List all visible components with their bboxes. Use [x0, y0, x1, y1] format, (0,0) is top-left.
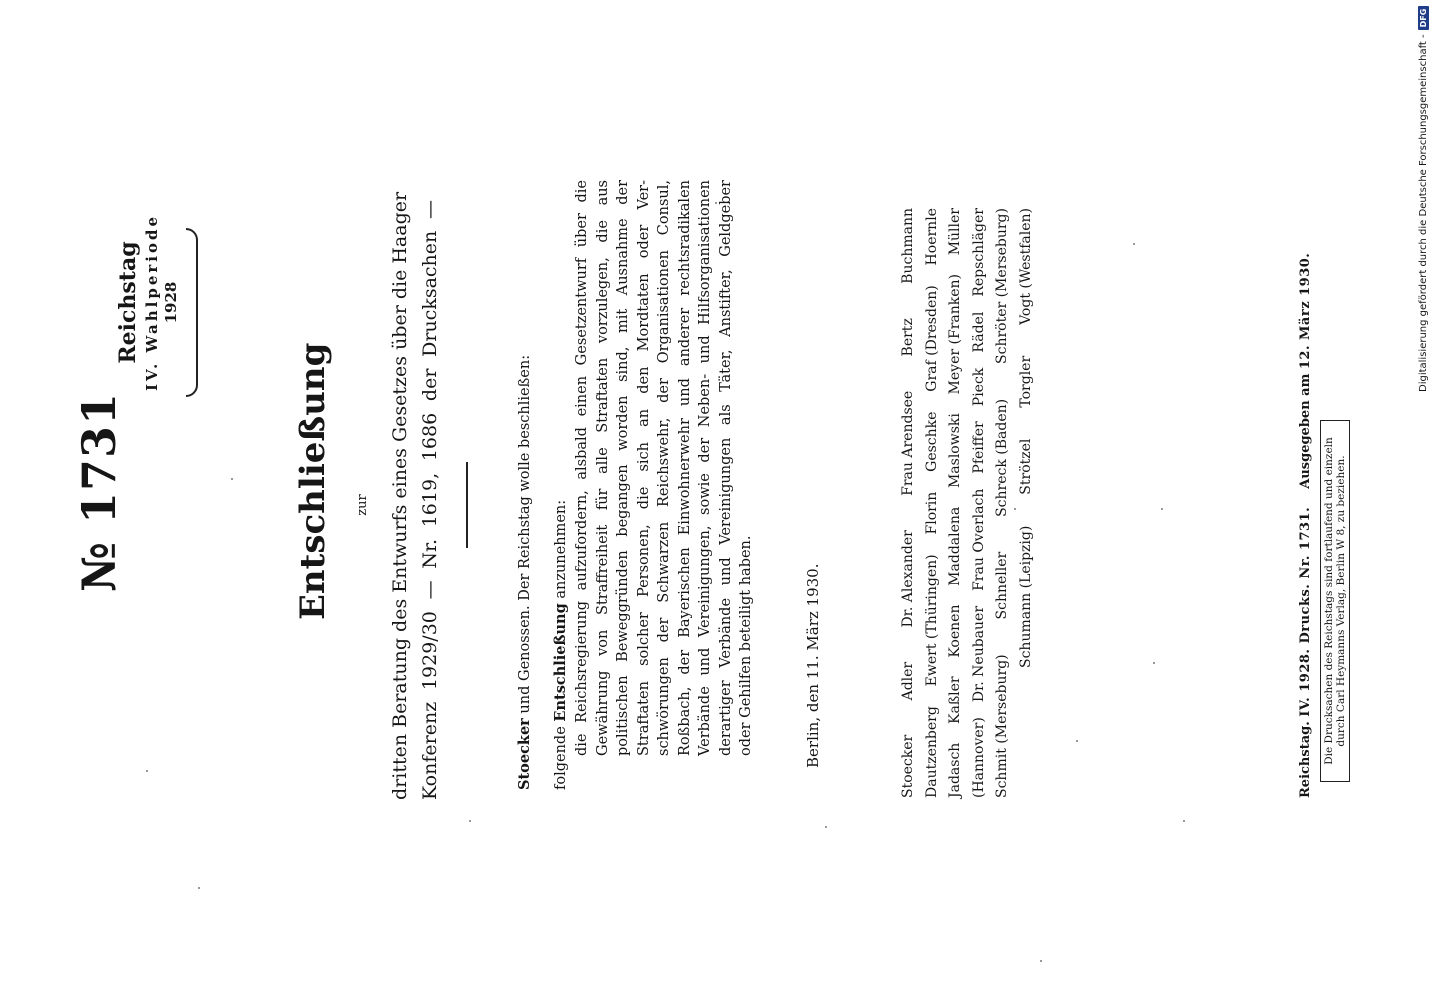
note-line: durch Carl Heymanns Verlag, Berlin W 8, zu beziehen.: [1335, 455, 1347, 747]
motion-block: [514, 180, 757, 790]
signatory-name: Schmit (Merseburg): [994, 654, 1010, 798]
issued-label: Ausgegeben am: [1298, 373, 1313, 489]
document-title: Entschließung: [293, 342, 333, 620]
signatory-name: Schröter (Merseburg): [994, 208, 1010, 364]
scan-speck: [715, 202, 717, 204]
motion-line: Verbände und Vereinigungen, sowie der Neben- und Hilfsorganisationen: [697, 180, 713, 756]
signatory-row: [897, 208, 921, 798]
digitization-notice: [1418, 7, 1429, 392]
scan-speck: [1076, 740, 1078, 742]
signatory-name: Koenen: [947, 604, 963, 658]
intro-suffix: anzunehmen:: [553, 499, 569, 604]
signatory-row: [991, 208, 1015, 798]
scan-speck: [1133, 243, 1135, 245]
signatory-name: Jadasch: [947, 742, 963, 798]
notice-text: Digitalisierung gefördert durch die Deutsche Forschungsgemeinschaft -: [1418, 34, 1429, 392]
motion-body: [572, 180, 757, 790]
signatory-name: Schreck (Baden): [994, 398, 1010, 517]
signatory-name: Müller: [947, 208, 963, 256]
scan-speck: [1183, 820, 1185, 822]
signatory-name: Florin: [923, 491, 940, 535]
motion-line: Gewährung von Straffreiheit für alle Straftaten vorzulegen, die aus: [594, 180, 611, 756]
signatory-name: Maslowski: [947, 413, 963, 489]
motion-line: derartiger Verbände und Vereinigungen als Täter, Anstifter, Geldgeber: [717, 180, 734, 756]
scan-speck: [1014, 508, 1016, 510]
reichstag-header: [114, 205, 180, 400]
signatory-row: [968, 208, 992, 798]
scan-speck: [1040, 960, 1042, 962]
signatory-name: Dr. Alexander: [900, 530, 916, 628]
signatory-name: Ewert (Thüringen): [923, 554, 940, 687]
motion-line: die Reichsregierung aufzufordern, alsbald einen Gesetzentwurf über die: [574, 180, 590, 756]
reichstag-title: Reichstag: [115, 241, 141, 364]
signatory-name: Adler: [900, 661, 916, 701]
subject-block: [385, 191, 445, 800]
issued-date: 12. März 1930.: [1298, 252, 1313, 370]
title-connector: zur: [355, 494, 370, 516]
motion-intro: [550, 180, 572, 790]
signatory-name: Schumann (Leipzig): [1017, 525, 1034, 668]
signatory-name: Bertz: [900, 318, 916, 357]
signatory-name: Strötzel: [1017, 438, 1034, 495]
scan-speck: [825, 826, 827, 828]
signatory-name: Torgler: [1017, 355, 1034, 408]
signatory-name: (Hannover): [970, 717, 987, 798]
wahlperiode-year: 1928: [162, 281, 180, 324]
subject-line: dritten Beratung des Entwurfs eines Gesetzes über die Haager: [389, 191, 411, 800]
motion-line: oder Gehilfen beteiligt haben.: [738, 535, 754, 756]
signatory-name: Dautzenberg: [923, 706, 940, 798]
signatory-name: Geschke: [923, 411, 940, 472]
signatory-name: Pfeiffer: [970, 421, 987, 474]
subject-line: Konferenz 1929/30 — Nr. 1619, 1686 der Drucksachen —: [419, 200, 441, 800]
signatory-name: Meyer (Franken): [947, 274, 963, 395]
signatory-name: Rädel: [970, 311, 987, 353]
proposer-text: und Genossen. Der Reichstag wolle beschließen:: [517, 354, 533, 719]
scan-speck: [1161, 508, 1163, 510]
signatory-name: Hoernle: [923, 208, 940, 266]
scan-speck: [231, 478, 233, 480]
scan-speck: [1153, 662, 1155, 664]
signatory-row: [1015, 208, 1039, 798]
motion-line: schwörungen der Schwarzen Reichswehr, der Organisationen Consul,: [656, 180, 672, 756]
distribution-note: [1320, 420, 1350, 782]
scan-speck: [146, 770, 148, 772]
scan-speck: [469, 820, 471, 822]
intro-prefix: folgende: [553, 721, 569, 790]
motion-line: Straftaten solcher Personen, die sich an den Mordtaten oder Ver-: [635, 180, 652, 756]
note-line: Die Drucksachen des Reichstags sind fortlaufend und einzeln: [1323, 437, 1335, 765]
signatory-name: Kaßler: [947, 676, 963, 724]
section-divider: [466, 462, 468, 548]
proposer-name: Stoecker: [516, 718, 533, 790]
signatory-name: Buchmann: [900, 208, 916, 284]
signatory-name: Vogt (Westfalen): [1017, 208, 1034, 325]
wahlperiode-label: IV. Wahlperiode: [143, 214, 161, 392]
signatory-row: [944, 208, 968, 798]
signatories-block: [897, 208, 1038, 798]
signatory-name: Repschläger: [970, 208, 987, 297]
intro-resolution-word: Entschließung: [552, 603, 569, 722]
dateline: Berlin, den 11. März 1930.: [804, 563, 822, 768]
header-brace: [186, 228, 198, 397]
motion-line: politischen Beweggründen begangen worden sind, mit Ausnahme der: [615, 180, 631, 756]
signatory-name: Graf (Dresden): [923, 285, 940, 392]
signatory-name: Frau Overlach: [970, 488, 987, 591]
signatory-name: Dr. Neubauer: [970, 605, 987, 703]
signatory-name: Frau Arendsee: [900, 390, 916, 496]
signatory-name: Pieck: [970, 367, 987, 407]
scan-speck: [198, 887, 200, 889]
imprint-line: [1298, 252, 1313, 798]
dfg-logo: DFG: [1418, 6, 1429, 31]
signatory-row: [921, 208, 945, 798]
signatory-name: Stoecker: [900, 734, 916, 798]
imprint-values: IV. 1928. Drucks. Nr. 1731.: [1298, 506, 1313, 717]
document-number: № 1731: [72, 391, 126, 592]
signatory-name: Schneller: [994, 551, 1010, 620]
imprint-label: Reichstag.: [1298, 721, 1313, 798]
motion-line: Roßbach, der Bayerischen Einwohnerwehr und anderer rechtsradikalen: [676, 180, 693, 756]
signatory-name: Maddalena: [947, 506, 963, 586]
motion-proposer: [514, 180, 536, 790]
